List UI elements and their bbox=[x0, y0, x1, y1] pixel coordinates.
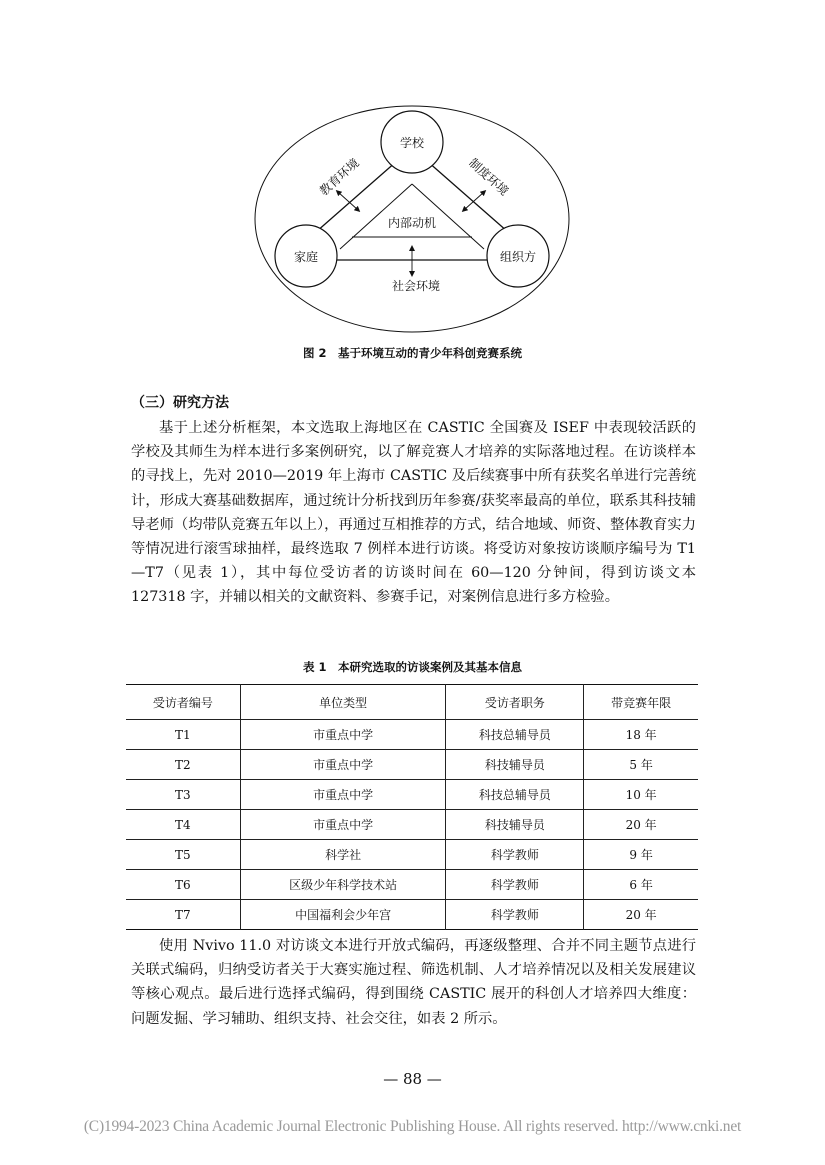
cell-id: T1 bbox=[126, 720, 240, 750]
body-paragraph-1: 基于上述分析框架，本文选取上海地区在 CASTIC 全国赛及 ISEF 中表现较活跃的学校及其师生为样本进行多案例研究，以了解竞赛人才培养的实际落地过程。在访谈样本的寻找上，先对 2010—2019 年上海市 CASTIC 及后续赛事中所有获奖名单进行完善统计，形成大赛基础数据库，通过统计分析找到历年参赛/获奖率最高的单位，联系其科技辅导老师（均带队竞赛五年以上），再通过互相推荐的方式，结合地域、师资、整体教育实力等情况进行滚雪球抽样，最终选取 7 例样本进行访谈。将受访对象按访谈顺序编号为 T1—T7（见表 1），其中每位受访者的访谈时间在 60—120 分钟间，得到访谈文本 127318 字，并辅以相关的文献资料、参赛手记，对案例信息进行多方检验。 bbox=[131, 420, 696, 606]
cell-years: 6 年 bbox=[584, 870, 698, 900]
cell-position: 科技辅导员 bbox=[446, 750, 584, 780]
cell-years: 9 年 bbox=[584, 840, 698, 870]
cell-years: 20 年 bbox=[584, 900, 698, 930]
institution-env-label: 制度环境 bbox=[466, 155, 512, 199]
body-paragraph-2: 使用 Nvivo 11.0 对访谈文本进行开放式编码，再逐级整理、合并不同主题节点进行关联式编码，归纳受访者关于大赛实施过程、筛选机制、人才培养情况以及相关发展建议等核心观点。最后进行选择式编码，得到围绕 CASTIC 展开的科创人才培养四大维度：问题发掘、学习辅助、组织支持、社会交往，如表 2 所示。 bbox=[131, 938, 696, 1027]
cell-unit: 市重点中学 bbox=[240, 750, 446, 780]
table-row bbox=[126, 780, 698, 810]
education-env-label: 教育环境 bbox=[316, 155, 362, 199]
cell-position: 科技总辅导员 bbox=[446, 720, 584, 750]
header-years: 带竞赛年限 bbox=[584, 685, 698, 720]
node-family-label: 家庭 bbox=[293, 250, 319, 264]
header-interviewee-id: 受访者编号 bbox=[126, 685, 240, 720]
cell-position: 科学教师 bbox=[446, 840, 584, 870]
cell-id: T7 bbox=[126, 900, 240, 930]
header-position: 受访者职务 bbox=[446, 685, 584, 720]
page-number: — 88 — bbox=[383, 1070, 442, 1088]
cell-unit: 市重点中学 bbox=[240, 780, 446, 810]
interview-cases-table bbox=[126, 684, 698, 930]
header-unit-type: 单位类型 bbox=[240, 685, 446, 720]
system-diagram bbox=[252, 104, 572, 342]
institution-arrow bbox=[464, 192, 484, 210]
cell-id: T3 bbox=[126, 780, 240, 810]
cell-id: T2 bbox=[126, 750, 240, 780]
cell-unit: 市重点中学 bbox=[240, 810, 446, 840]
cell-position: 科学教师 bbox=[446, 870, 584, 900]
cell-position: 科技总辅导员 bbox=[446, 780, 584, 810]
table-row bbox=[126, 870, 698, 900]
cell-unit: 区级少年科学技术站 bbox=[240, 870, 446, 900]
table-row bbox=[126, 840, 698, 870]
center-label: 内部动机 bbox=[387, 216, 437, 230]
cell-position: 科学教师 bbox=[446, 900, 584, 930]
cell-id: T6 bbox=[126, 870, 240, 900]
figure-caption: 图 2 基于环境互动的青少年科创竞赛系统 bbox=[302, 346, 522, 360]
node-school-label: 学校 bbox=[399, 136, 425, 150]
node-organizer-label: 组织方 bbox=[499, 250, 537, 264]
table-row bbox=[126, 810, 698, 840]
cell-years: 18 年 bbox=[584, 720, 698, 750]
education-arrow bbox=[338, 192, 358, 210]
copyright-footer: (C)1994-2023 China Academic Journal Electronic Publishing House. All rights reserved. http://www.cnki.net bbox=[83, 1118, 742, 1135]
cell-id: T4 bbox=[126, 810, 240, 840]
table-row bbox=[126, 720, 698, 750]
cell-position: 科技辅导员 bbox=[446, 810, 584, 840]
cell-years: 5 年 bbox=[584, 750, 698, 780]
table-row bbox=[126, 750, 698, 780]
table-header-row bbox=[126, 685, 698, 720]
table-row bbox=[126, 900, 698, 930]
section-heading: （三）研究方法 bbox=[131, 395, 229, 411]
cell-unit: 中国福利会少年宫 bbox=[240, 900, 446, 930]
cell-years: 10 年 bbox=[584, 780, 698, 810]
cell-id: T5 bbox=[126, 840, 240, 870]
table-caption: 表 1 本研究选取的访谈案例及其基本信息 bbox=[302, 660, 522, 674]
social-env-label: 社会环境 bbox=[391, 279, 441, 293]
cell-unit: 科学社 bbox=[240, 840, 446, 870]
edge-school-organizer bbox=[427, 161, 516, 239]
cell-unit: 市重点中学 bbox=[240, 720, 446, 750]
cell-years: 20 年 bbox=[584, 810, 698, 840]
